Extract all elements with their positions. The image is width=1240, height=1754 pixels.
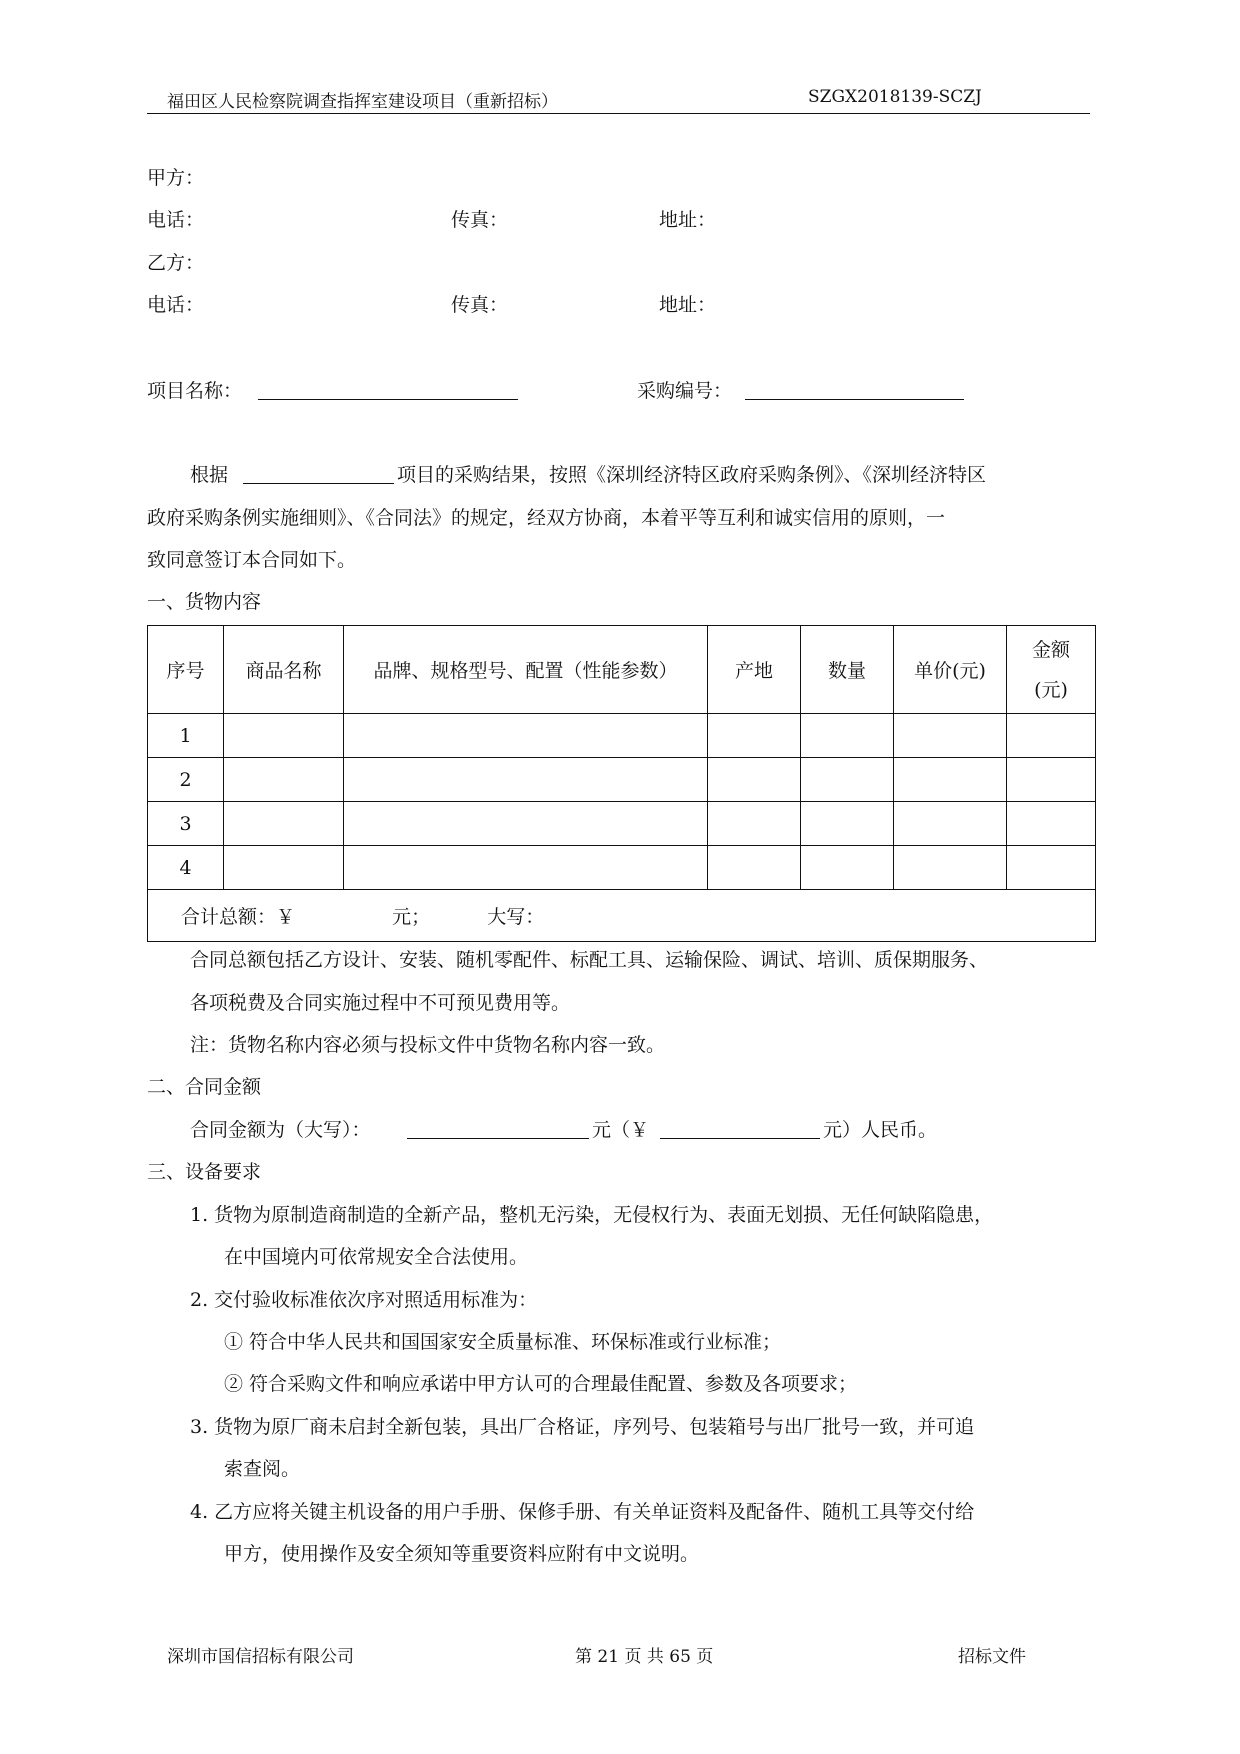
section2-title: 二、合同金额: [147, 1076, 262, 1098]
cell-quantity[interactable]: [801, 802, 894, 846]
party-a-label: 甲方：: [147, 167, 205, 189]
cell-origin[interactable]: [708, 802, 801, 846]
req-item3-line2: 索查阅。: [224, 1458, 301, 1480]
goods-table-header-row: [148, 626, 1096, 714]
cell-spec[interactable]: [344, 846, 708, 890]
cell-product-name[interactable]: [224, 802, 344, 846]
col-header-origin: 产地: [708, 626, 801, 714]
amount-number-blank[interactable]: [660, 1115, 820, 1139]
party-a-phone-label: 电话：: [147, 209, 205, 231]
table-row: [148, 846, 1096, 890]
cell-origin[interactable]: [708, 758, 801, 802]
total-cell: [148, 890, 1096, 942]
req-item4-line2: 甲方，使用操作及安全须知等重要资料应附有中文说明。: [224, 1543, 700, 1565]
note2: 注：货物名称内容必须与投标文件中货物名称内容一致。: [190, 1034, 666, 1056]
col-header-index: 序号: [148, 626, 224, 714]
row-index: 2: [148, 758, 224, 802]
cell-spec[interactable]: [344, 802, 708, 846]
project-name-blank[interactable]: [258, 376, 518, 400]
goods-table: [147, 625, 1096, 942]
table-row: [148, 802, 1096, 846]
purchase-no-blank[interactable]: [745, 376, 964, 400]
header-project-code: SZGX2018139-SCZJ: [808, 87, 982, 107]
intro-line1: 项目的采购结果，按照《深圳经济特区政府采购条例》、《深圳经济特区: [397, 464, 987, 486]
cell-unit-price[interactable]: [894, 846, 1007, 890]
req-item1-line1: 1. 货物为原制造商制造的全新产品，整机无污染，无侵权行为、表面无划损、无任何缺陷隐患，: [190, 1204, 994, 1226]
note1-line1: 合同总额包括乙方设计、安装、随机零配件、标配工具、运输保险、调试、培训、质保期服务、: [190, 949, 989, 971]
col-header-amount-line1: 金额: [1031, 638, 1070, 661]
cell-quantity[interactable]: [801, 846, 894, 890]
total-yuan: 元；: [392, 906, 431, 928]
intro-line3: 致同意签订本合同如下。: [147, 549, 357, 571]
col-header-amount-line2: (元): [1034, 678, 1068, 701]
cell-quantity[interactable]: [801, 714, 894, 758]
cell-amount[interactable]: [1007, 758, 1096, 802]
table-row: [148, 758, 1096, 802]
party-b-address-label: 地址：: [659, 294, 717, 316]
table-row: [148, 714, 1096, 758]
total-label: 合计总额：￥: [181, 906, 296, 928]
req-item3-line1: 3. 货物为原厂商未启封全新包装，具出厂合格证，序列号、包装箱号与出厂批号一致，并可追: [190, 1416, 975, 1438]
total-row: [148, 890, 1096, 942]
req-item4-line1: 4. 乙方应将关键主机设备的用户手册、保修手册、有关单证资料及配备件、随机工具等交付给: [190, 1501, 975, 1523]
header-project-title: 福田区人民检察院调查指挥室建设项目（重新招标）: [167, 92, 558, 112]
intro-line2: 政府采购条例实施细则》、《合同法》的规定，经双方协商，本着平等互利和诚实信用的原则，一: [147, 507, 946, 529]
cell-unit-price[interactable]: [894, 714, 1007, 758]
col-header-product-name: 商品名称: [224, 626, 344, 714]
intro-lead: 根据: [190, 464, 229, 486]
amount-daxie-blank[interactable]: [407, 1115, 589, 1139]
row-index: 4: [148, 846, 224, 890]
req-item2-sub1: ① 符合中华人民共和国国家安全质量标准、环保标准或行业标准；: [224, 1331, 782, 1353]
req-item1-line2: 在中国境内可依常规安全合法使用。: [224, 1246, 529, 1268]
cell-unit-price[interactable]: [894, 758, 1007, 802]
cell-amount[interactable]: [1007, 802, 1096, 846]
cell-amount[interactable]: [1007, 714, 1096, 758]
header-rule: [147, 113, 1090, 114]
cell-spec[interactable]: [344, 714, 708, 758]
row-index: 1: [148, 714, 224, 758]
cell-unit-price[interactable]: [894, 802, 1007, 846]
party-b-label: 乙方：: [147, 252, 205, 274]
cell-product-name[interactable]: [224, 846, 344, 890]
footer-page-number: 第 21 页 共 65 页: [575, 1647, 714, 1667]
party-b-fax-label: 传真：: [451, 294, 509, 316]
purchase-no-label: 采购编号：: [637, 380, 733, 402]
footer-doc-type: 招标文件: [958, 1647, 1026, 1667]
party-a-address-label: 地址：: [659, 209, 717, 231]
party-a-fax-label: 传真：: [451, 209, 509, 231]
cell-quantity[interactable]: [801, 758, 894, 802]
col-header-unit-price: 单价(元): [894, 626, 1007, 714]
project-name-label: 项目名称：: [147, 380, 243, 402]
cell-product-name[interactable]: [224, 714, 344, 758]
note1-line2: 各项税费及合同实施过程中不可预见费用等。: [190, 992, 571, 1014]
section1-title: 一、货物内容: [147, 591, 262, 613]
amount-suffix: 元）人民币。: [823, 1119, 938, 1141]
col-header-quantity: 数量: [801, 626, 894, 714]
amount-mid: 元（￥: [592, 1119, 650, 1141]
amount-prefix: 合同金额为（大写）：: [190, 1119, 371, 1141]
party-b-phone-label: 电话：: [147, 294, 205, 316]
total-daxie-label: 大写：: [487, 906, 545, 928]
col-header-spec: 品牌、规格型号、配置（性能参数）: [344, 626, 708, 714]
footer-company: 深圳市国信招标有限公司: [167, 1647, 354, 1667]
cell-spec[interactable]: [344, 758, 708, 802]
cell-product-name[interactable]: [224, 758, 344, 802]
cell-amount[interactable]: [1007, 846, 1096, 890]
req-item2: 2. 交付验收标准依次序对照适用标准为：: [190, 1289, 538, 1311]
req-item2-sub2: ② 符合采购文件和响应承诺中甲方认可的合理最佳配置、参数及各项要求；: [224, 1373, 858, 1395]
row-index: 3: [148, 802, 224, 846]
cell-origin[interactable]: [708, 846, 801, 890]
intro-project-blank[interactable]: [243, 460, 394, 484]
col-header-amount: [1007, 626, 1096, 714]
cell-origin[interactable]: [708, 714, 801, 758]
section3-title: 三、设备要求: [147, 1161, 262, 1183]
